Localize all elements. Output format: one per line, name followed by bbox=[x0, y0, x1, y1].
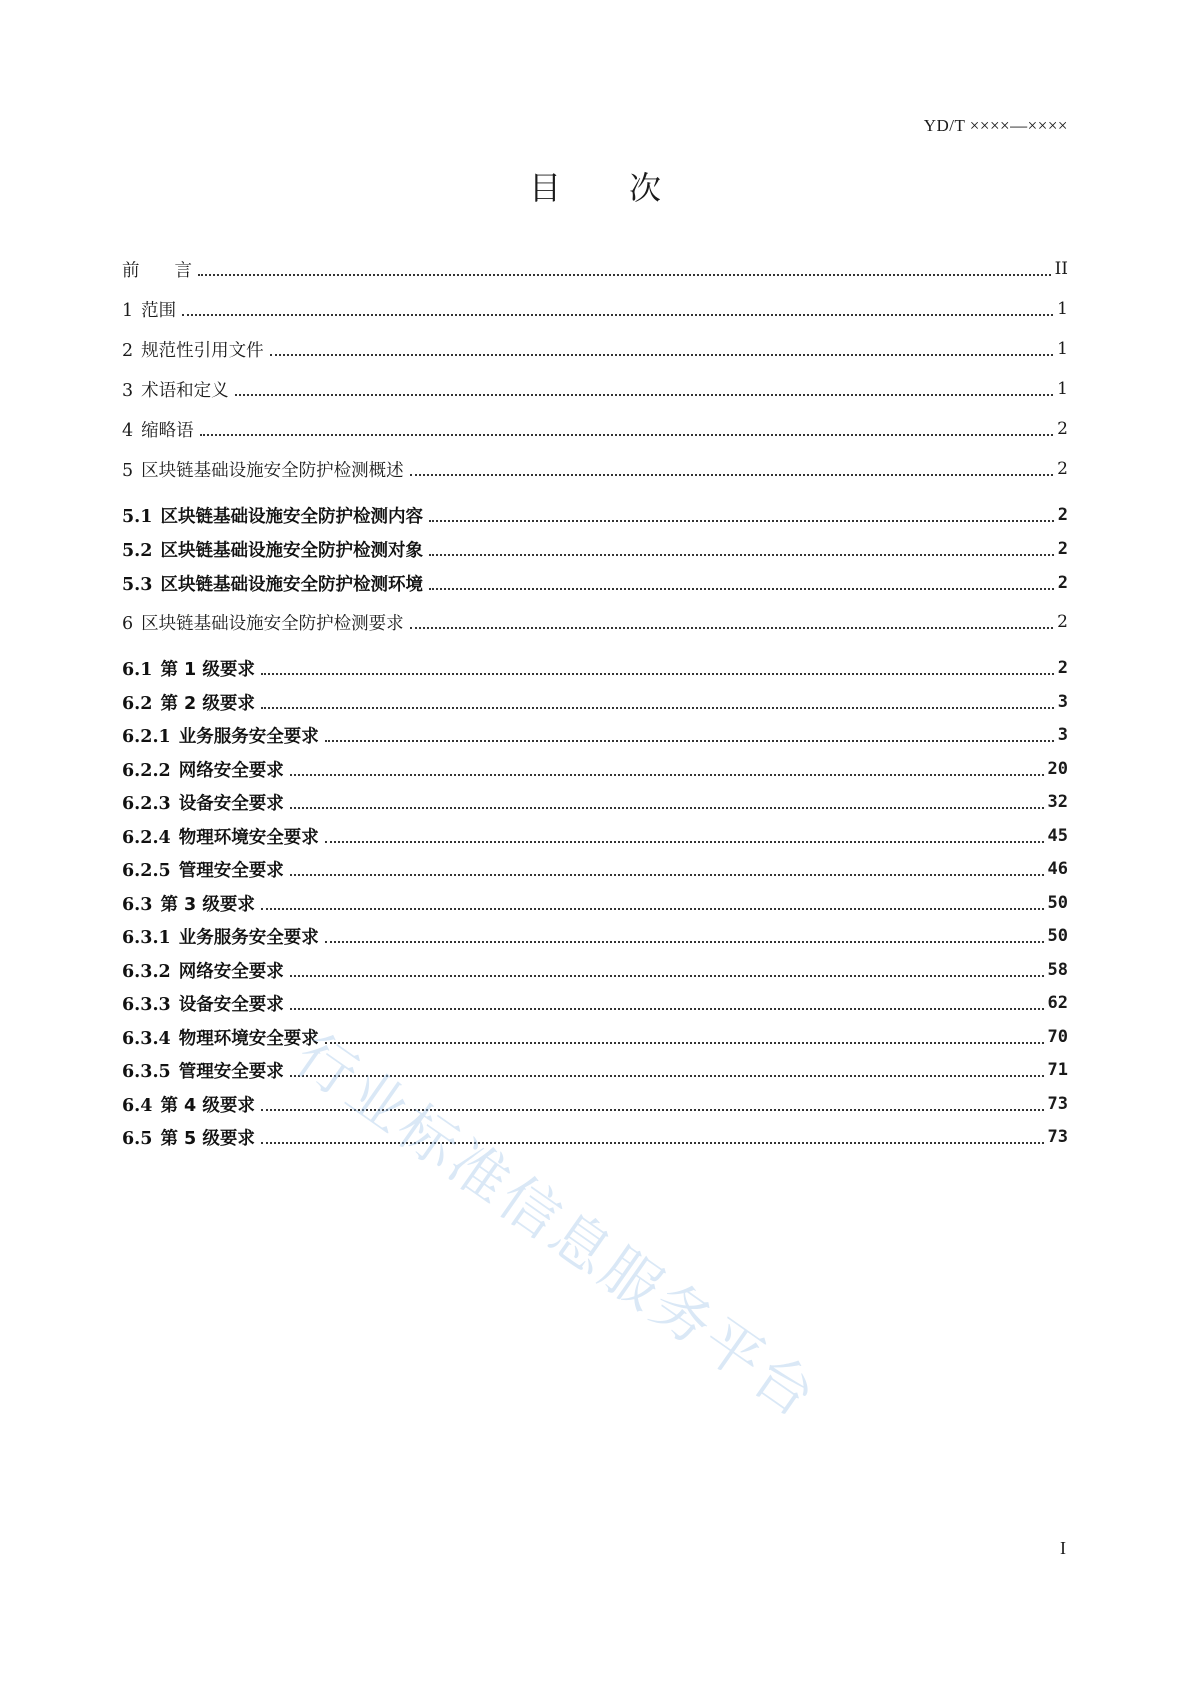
toc-entry-title: 设备安全要求 bbox=[178, 793, 284, 814]
dot-leader bbox=[261, 907, 1044, 910]
toc-entry-label bbox=[122, 958, 284, 983]
toc-entry-6-2-5[interactable] bbox=[122, 854, 1068, 884]
toc-entry-title: 术语和定义 bbox=[141, 380, 229, 401]
toc-entry-label bbox=[122, 257, 192, 282]
toc-entry-number: 2 bbox=[122, 340, 134, 361]
toc-entry-label bbox=[122, 757, 284, 782]
toc-entry-number: 6.2 bbox=[122, 693, 153, 714]
toc-entry-title: 区块链基础设施安全防护检测概述 bbox=[141, 460, 404, 481]
toc-entry-label bbox=[122, 1058, 284, 1083]
toc-entry-6-1[interactable] bbox=[122, 653, 1068, 683]
toc-entry-label bbox=[122, 891, 255, 916]
toc-entry-page: 32 bbox=[1047, 792, 1068, 812]
dot-leader bbox=[429, 553, 1054, 556]
toc-entry-page: 71 bbox=[1047, 1060, 1068, 1080]
toc-entry-page: 62 bbox=[1047, 993, 1068, 1013]
dot-leader bbox=[429, 587, 1054, 590]
toc-entry-number: 6.1 bbox=[122, 659, 153, 680]
toc-entry-page: 58 bbox=[1047, 960, 1068, 980]
toc-entry-6-4[interactable] bbox=[122, 1089, 1068, 1119]
toc-entry-number: 1 bbox=[122, 300, 134, 321]
toc-entry-number: 5 bbox=[122, 460, 134, 481]
toc-entry-label bbox=[122, 790, 284, 815]
dot-leader bbox=[200, 433, 1054, 436]
toc-entry-5[interactable] bbox=[122, 454, 1068, 484]
toc-entry-5-2[interactable] bbox=[122, 534, 1068, 564]
toc-entry-label bbox=[122, 297, 176, 322]
toc-entry-6-3-2[interactable] bbox=[122, 955, 1068, 985]
dot-leader bbox=[290, 1007, 1044, 1010]
toc-entry-title: 缩略语 bbox=[141, 420, 194, 441]
toc-entry-label bbox=[122, 1025, 319, 1050]
toc-entry-6-3-4[interactable] bbox=[122, 1022, 1068, 1052]
dot-leader bbox=[325, 1041, 1044, 1044]
dot-leader bbox=[325, 840, 1044, 843]
toc-entry-number: 6.2.2 bbox=[122, 760, 171, 781]
toc-entry-page: 2 bbox=[1057, 419, 1068, 439]
dot-leader bbox=[290, 806, 1044, 809]
toc-entry-number: 6.2.4 bbox=[122, 827, 171, 848]
toc-entry-number: 6.5 bbox=[122, 1128, 153, 1149]
dot-leader bbox=[290, 974, 1044, 977]
toc-entry-page: 2 bbox=[1057, 539, 1068, 559]
toc-entry-title: 业务服务安全要求 bbox=[178, 927, 319, 948]
toc-entry-number: 5.3 bbox=[122, 574, 153, 595]
toc-entry-title: 规范性引用文件 bbox=[141, 340, 264, 361]
toc-entry-6-3-5[interactable] bbox=[122, 1055, 1068, 1085]
toc-entry-number: 6 bbox=[122, 613, 134, 634]
toc-entry-page: 73 bbox=[1047, 1094, 1068, 1114]
dot-leader bbox=[410, 473, 1054, 476]
toc-entry-1[interactable] bbox=[122, 294, 1068, 324]
toc-entry-title: 网络安全要求 bbox=[178, 961, 284, 982]
toc-entry-number: 6.3 bbox=[122, 894, 153, 915]
toc-entry-label bbox=[122, 723, 319, 748]
toc-entry-title: 区块链基础设施安全防护检测要求 bbox=[141, 613, 404, 634]
toc-entry-title: 第 4 级要求 bbox=[160, 1095, 255, 1116]
toc-entry-page: 3 bbox=[1057, 692, 1068, 712]
toc-entry-page: 45 bbox=[1047, 826, 1068, 846]
dot-leader bbox=[429, 519, 1054, 522]
dot-leader bbox=[290, 773, 1044, 776]
toc-entry-6-3-3[interactable] bbox=[122, 988, 1068, 1018]
toc-entry-page: 1 bbox=[1057, 299, 1068, 319]
toc-entry-6-2-3[interactable] bbox=[122, 787, 1068, 817]
toc-entry-page: 73 bbox=[1047, 1127, 1068, 1147]
toc-entry-number: 6.3.3 bbox=[122, 994, 171, 1015]
toc-entry-title: 范围 bbox=[141, 300, 177, 321]
dot-leader bbox=[261, 672, 1054, 675]
toc-entry-label bbox=[122, 417, 194, 442]
toc-entry-title: 区块链基础设施安全防护检测内容 bbox=[160, 506, 423, 527]
toc-entry-title: 区块链基础设施安全防护检测环境 bbox=[160, 574, 423, 595]
toc-entry-label bbox=[122, 656, 255, 681]
dot-leader bbox=[325, 739, 1054, 742]
toc-entry-page: 2 bbox=[1057, 505, 1068, 525]
toc-entry-number: 6.2.5 bbox=[122, 860, 171, 881]
dot-leader bbox=[261, 1108, 1044, 1111]
toc-entry-6-5[interactable] bbox=[122, 1122, 1068, 1152]
toc-entry-title: 区块链基础设施安全防护检测对象 bbox=[160, 540, 423, 561]
watermark: 行业标准信息服务平台 bbox=[283, 1020, 831, 1432]
toc-entry-label bbox=[122, 610, 404, 635]
toc-entry-5-3[interactable] bbox=[122, 568, 1068, 598]
toc-entry-label bbox=[122, 924, 319, 949]
toc-entry-page: 70 bbox=[1047, 1027, 1068, 1047]
dot-leader bbox=[410, 626, 1054, 629]
toc-entry-title: 网络安全要求 bbox=[178, 760, 284, 781]
toc-entry-5-1[interactable] bbox=[122, 500, 1068, 530]
toc-entry-6-2-2[interactable] bbox=[122, 754, 1068, 784]
toc-entry-title: 第 3 级要求 bbox=[160, 894, 255, 915]
toc-entry-number: 6.2.1 bbox=[122, 726, 171, 747]
toc-entry-title: 前 言 bbox=[122, 260, 192, 281]
toc-entry-number: 6.3.5 bbox=[122, 1061, 171, 1082]
toc-entry-label bbox=[122, 377, 229, 402]
dot-leader bbox=[182, 313, 1053, 316]
toc-entry-label bbox=[122, 337, 264, 362]
dot-leader bbox=[325, 940, 1044, 943]
dot-leader bbox=[261, 1141, 1044, 1144]
document-code: YD/T ××××—×××× bbox=[923, 116, 1068, 135]
toc-entry-title: 物理环境安全要求 bbox=[178, 827, 319, 848]
toc-entry-label bbox=[122, 457, 404, 482]
toc-entry-label bbox=[122, 571, 423, 596]
page-title-char-1: 目 bbox=[528, 169, 561, 207]
toc-entry-page: 2 bbox=[1057, 612, 1068, 632]
toc-entry-page: 3 bbox=[1057, 725, 1068, 745]
toc-entry-number: 4 bbox=[122, 420, 134, 441]
toc-entry-6-2-4[interactable] bbox=[122, 821, 1068, 851]
toc-entry-6-3[interactable] bbox=[122, 888, 1068, 918]
toc-entry-2[interactable] bbox=[122, 334, 1068, 364]
toc-entry-title: 业务服务安全要求 bbox=[178, 726, 319, 747]
toc-entry-label bbox=[122, 857, 284, 882]
dot-leader bbox=[261, 706, 1054, 709]
toc-entry-label bbox=[122, 537, 423, 562]
toc-entry-foreword[interactable] bbox=[122, 254, 1068, 284]
dot-leader bbox=[270, 353, 1054, 356]
dot-leader bbox=[235, 393, 1054, 396]
toc-entry-page: 1 bbox=[1057, 379, 1068, 399]
toc-entry-number: 6.4 bbox=[122, 1095, 153, 1116]
toc-entry-title: 管理安全要求 bbox=[178, 860, 284, 881]
dot-leader bbox=[290, 1074, 1044, 1077]
toc-entry-number: 6.3.1 bbox=[122, 927, 171, 948]
dot-leader bbox=[290, 873, 1044, 876]
toc-entry-page: II bbox=[1054, 259, 1068, 279]
toc-entry-3[interactable] bbox=[122, 374, 1068, 404]
toc-entry-title: 第 1 级要求 bbox=[160, 659, 255, 680]
toc-entry-title: 物理环境安全要求 bbox=[178, 1028, 319, 1049]
table-of-contents bbox=[122, 0, 1068, 1683]
toc-entry-label bbox=[122, 991, 284, 1016]
page-title-char-2: 次 bbox=[629, 169, 662, 207]
toc-entry-6-3-1[interactable] bbox=[122, 921, 1068, 951]
page-number: I bbox=[1060, 1538, 1066, 1558]
toc-entry-page: 2 bbox=[1057, 459, 1068, 479]
toc-entry-label bbox=[122, 1092, 255, 1117]
toc-entry-6-2-1[interactable] bbox=[122, 720, 1068, 750]
toc-entry-label bbox=[122, 503, 423, 528]
toc-entry-title: 第 5 级要求 bbox=[160, 1128, 255, 1149]
toc-entry-number: 5.2 bbox=[122, 540, 153, 561]
toc-entry-page: 46 bbox=[1047, 859, 1068, 879]
toc-entry-number: 3 bbox=[122, 380, 134, 401]
toc-entry-number: 5.1 bbox=[122, 506, 153, 527]
toc-entry-page: 1 bbox=[1057, 339, 1068, 359]
toc-entry-title: 设备安全要求 bbox=[178, 994, 284, 1015]
toc-entry-6[interactable] bbox=[122, 607, 1068, 637]
toc-entry-number: 6.3.4 bbox=[122, 1028, 171, 1049]
toc-entry-label bbox=[122, 824, 319, 849]
toc-entry-label bbox=[122, 690, 255, 715]
toc-entry-label bbox=[122, 1125, 255, 1150]
toc-entry-6-2[interactable] bbox=[122, 687, 1068, 717]
toc-entry-page: 50 bbox=[1047, 926, 1068, 946]
toc-entry-page: 20 bbox=[1047, 759, 1068, 779]
toc-entry-4[interactable] bbox=[122, 414, 1068, 444]
toc-entry-number: 6.3.2 bbox=[122, 961, 171, 982]
dot-leader bbox=[198, 273, 1051, 276]
toc-entry-number: 6.2.3 bbox=[122, 793, 171, 814]
toc-entry-page: 50 bbox=[1047, 893, 1068, 913]
toc-entry-title: 管理安全要求 bbox=[178, 1061, 284, 1082]
toc-entry-title: 第 2 级要求 bbox=[160, 693, 255, 714]
toc-entry-page: 2 bbox=[1057, 658, 1068, 678]
toc-entry-page: 2 bbox=[1057, 573, 1068, 593]
